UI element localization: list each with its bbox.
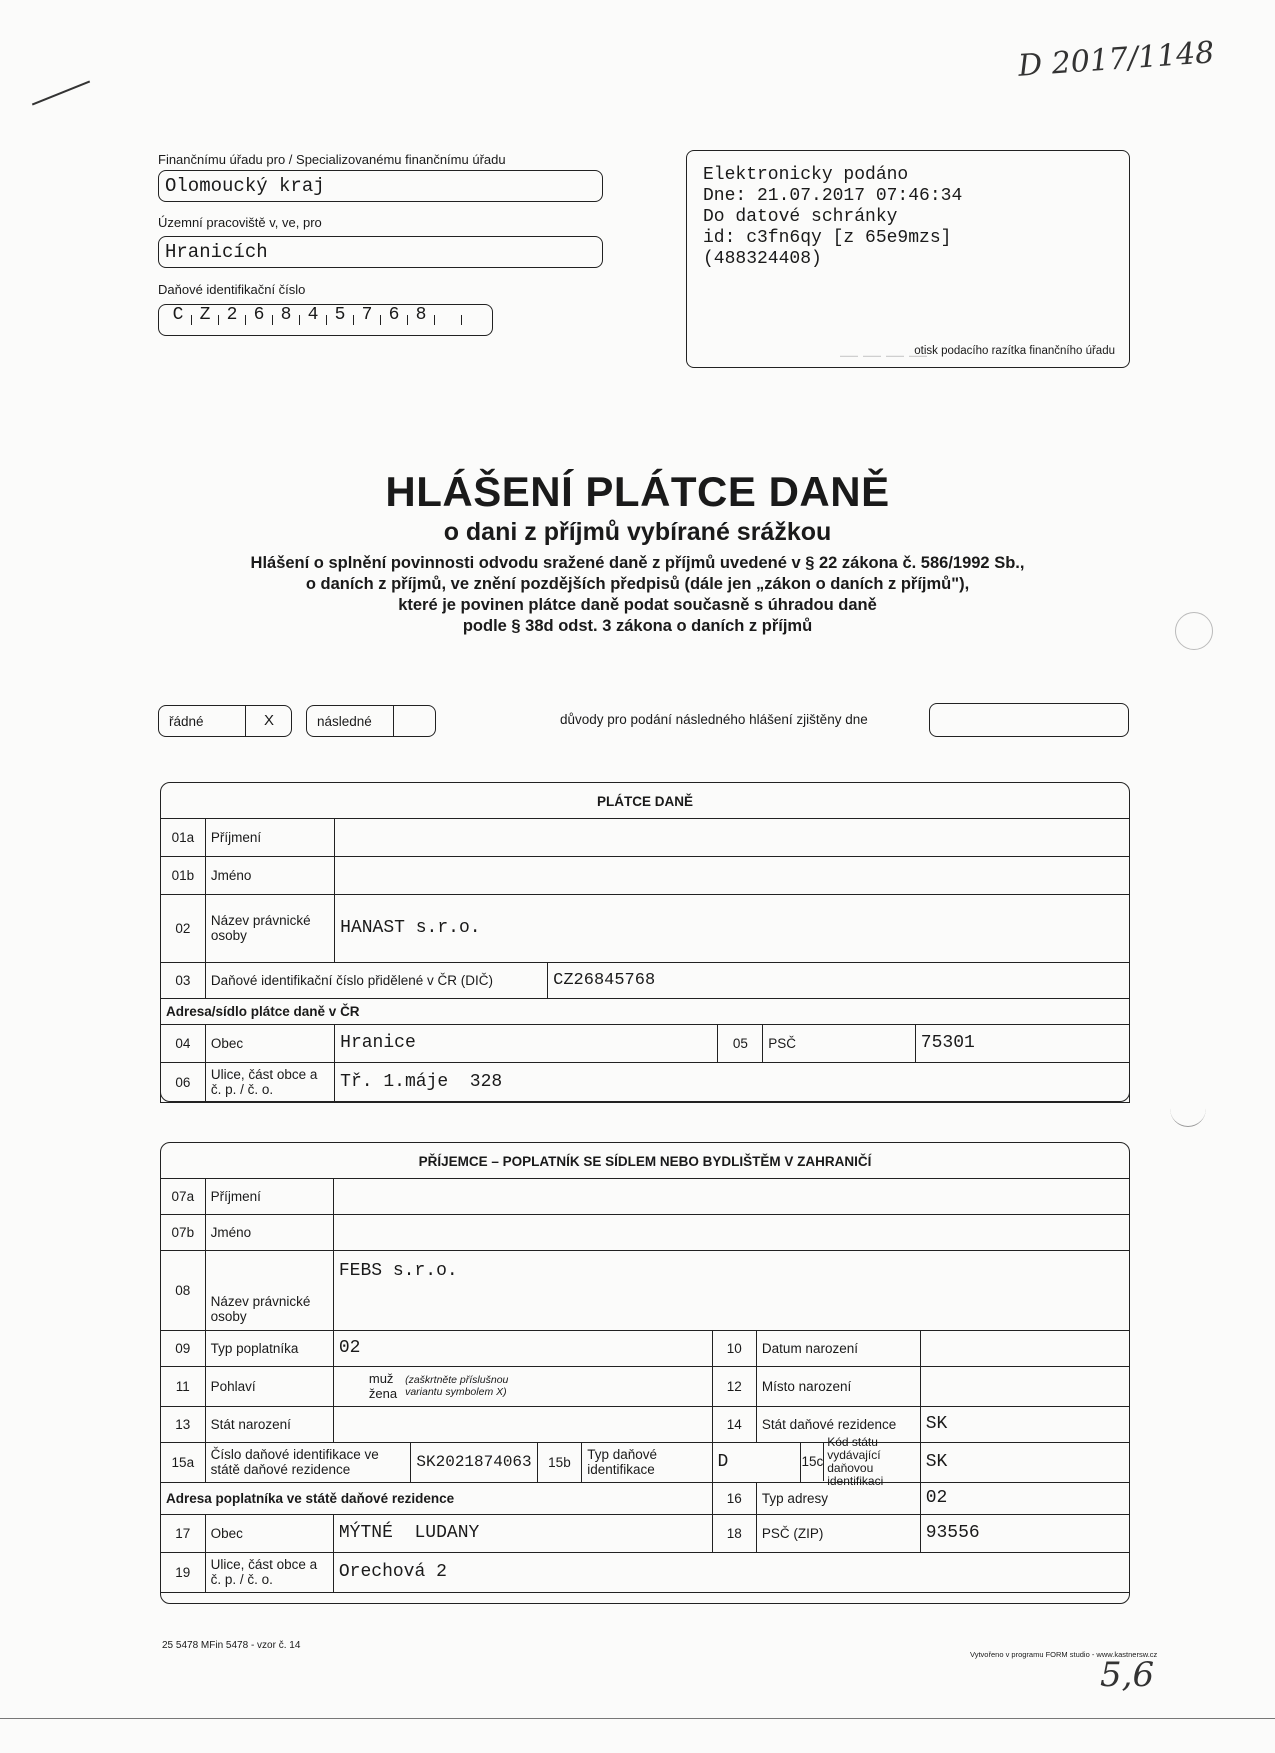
dic-char-cell: 6: [246, 315, 273, 325]
stamp-line: (488324408): [703, 249, 822, 269]
software-credit: Vytvořeno v programu FORM studio - www.kastnersw.cz: [970, 1650, 1158, 1659]
row-number: 08: [161, 1250, 206, 1330]
dic-field[interactable]: [158, 304, 493, 336]
dic-char-cell: 7: [354, 315, 381, 325]
dic-char-cell: 5: [327, 315, 354, 325]
radne-label: řádné: [169, 714, 204, 729]
label-birth-date: Datum narození: [756, 1330, 920, 1366]
label-dic: Daňové identifikační číslo přidělené v ČR (DIČ): [205, 962, 547, 998]
pen-stroke: [32, 80, 90, 105]
branch-field[interactable]: [158, 236, 603, 268]
row-number: 07a: [161, 1178, 206, 1214]
recipient-table: [160, 1146, 1130, 1593]
punch-hole: [1175, 612, 1213, 650]
office-value: Olomoucký kraj: [165, 175, 325, 197]
dic-cells: [159, 305, 492, 335]
reasons-label: důvody pro podání následného hlášení zjištěny dne: [560, 712, 868, 727]
branch-label: Územní pracoviště v, ve, pro: [158, 215, 322, 230]
nasledne-label: následné: [317, 714, 372, 729]
row-number: 19: [161, 1552, 206, 1592]
stamp-lines: [703, 165, 962, 270]
label-zip: PSČ: [763, 1024, 916, 1062]
row-number: 02: [161, 894, 206, 962]
row-number: 16: [712, 1482, 756, 1514]
recipient-company-field[interactable]: FEBS s.r.o.: [333, 1250, 1129, 1330]
label-residence-country: Stát daňové rezidence: [756, 1406, 920, 1442]
payer-surname-field[interactable]: [335, 818, 1130, 856]
payer-zip-field[interactable]: 75301: [915, 1024, 1129, 1062]
recipient-birthplace-field[interactable]: [920, 1366, 1129, 1406]
stamp-line: id: c3fn6qy [z 65e9mzs]: [703, 228, 952, 248]
radne-box[interactable]: X: [245, 706, 292, 736]
dic-char-cell: [462, 295, 488, 325]
dic-char-cell: [435, 315, 462, 325]
recipient-addresstype-field[interactable]: 02: [920, 1482, 1129, 1514]
gender-options: [333, 1366, 712, 1406]
recipient-street-field[interactable]: Orechová 2: [333, 1552, 1129, 1592]
dic-char-cell: C: [165, 315, 192, 325]
row-number: 01a: [161, 818, 206, 856]
row-number: 09: [161, 1330, 206, 1366]
payer-street-field[interactable]: Tř. 1.máje 328: [335, 1062, 1130, 1102]
description-line: podle § 38d odst. 3 zákona o daních z příjmů: [462, 617, 813, 635]
row-number: 17: [161, 1514, 206, 1552]
recipient-type-field[interactable]: 02: [333, 1330, 712, 1366]
payer-city-field[interactable]: Hranice: [335, 1024, 718, 1062]
label-company-name: Název právnické osoby: [205, 1250, 333, 1330]
dic-char-cell: 8: [408, 315, 435, 325]
recipient-birthdate-field[interactable]: [920, 1330, 1129, 1366]
payer-dic-field[interactable]: CZ26845768: [548, 962, 1130, 998]
row-number: 15c: [801, 1443, 824, 1481]
label-address-type: Typ adresy: [756, 1482, 920, 1514]
row-number: 01b: [161, 856, 206, 894]
dic-char-cell: 2: [219, 315, 246, 325]
recipient-residence-field[interactable]: SK: [920, 1406, 1129, 1442]
form-subtitle: o dani z příjmů vybírané srážkou: [443, 518, 832, 546]
label-tax-id: Číslo daňové identifikace ve státě daňové rezidence: [205, 1442, 411, 1482]
ghost-text: — — — —: [840, 345, 928, 365]
row-15c-cell: [801, 1435, 920, 1488]
payer-heading: PLÁTCE DANĚ: [161, 786, 1130, 818]
row-number: 13: [161, 1406, 206, 1442]
stamp-line: Do datové schránky: [703, 207, 898, 227]
label-birth-country: Stát narození: [205, 1406, 333, 1442]
row-number: 11: [161, 1366, 206, 1406]
row-number: 15a: [161, 1442, 206, 1482]
payer-company-field[interactable]: HANAST s.r.o.: [335, 894, 1130, 962]
office-field[interactable]: [158, 170, 603, 202]
payer-address-heading: Adresa/sídlo plátce daně v ČR: [161, 998, 1130, 1024]
stamp-line: Elektronicky podáno: [703, 165, 909, 185]
row-number: 07b: [161, 1214, 206, 1250]
label-street: Ulice, část obce a č. p. / č. o.: [205, 1062, 334, 1102]
submission-stamp: [686, 150, 1130, 368]
row-number: 03: [161, 962, 206, 998]
description-line: které je povinen plátce daně podat současně s úhradou daně: [398, 596, 877, 614]
description-line: o daních z příjmů, ve znění pozdějších předpisů (dále jen „zákon o daních z příjmů"),: [305, 575, 970, 593]
reasons-date-field[interactable]: [929, 703, 1129, 737]
radne-checkbox-group[interactable]: [158, 705, 292, 737]
office-label: Finančnímu úřadu pro / Specializovanému finančnímu úřadu: [158, 152, 506, 167]
recipient-heading: PŘÍJEMCE – POPLATNÍK SE SÍDLEM NEBO BYDLIŠTĚM V ZAHRANIČÍ: [161, 1146, 1130, 1178]
row-number: 10: [712, 1330, 756, 1366]
recipient-issuer-field[interactable]: SK: [920, 1442, 1129, 1482]
label-city: Obec: [205, 1514, 333, 1552]
handwritten-reference: D 2017/1148: [1017, 35, 1216, 84]
label-surname: Příjmení: [205, 818, 334, 856]
payer-firstname-field[interactable]: [335, 856, 1130, 894]
dic-label: Daňové identifikační číslo: [158, 282, 306, 297]
recipient-firstname-field[interactable]: [333, 1214, 1129, 1250]
recipient-address-heading: Adresa poplatníka ve státě daňové rezidence: [161, 1482, 713, 1514]
description-line: Hlášení o splnění povinnosti odvodu sražené daně z příjmů uvedené v § 22 zákona č. 586/1992 Sb.,: [250, 554, 1025, 572]
dic-char-cell: 6: [381, 315, 408, 325]
label-street: Ulice, část obce a č. p. / č. o.: [205, 1552, 333, 1592]
row-number: 05: [718, 1024, 763, 1062]
label-surname: Příjmení: [205, 1178, 333, 1214]
label-city: Obec: [205, 1024, 334, 1062]
label-birth-place: Místo narození: [756, 1366, 920, 1406]
label-firstname: Jméno: [205, 856, 334, 894]
label-taxpayer-type: Typ poplatníka: [205, 1330, 333, 1366]
recipient-city-field[interactable]: MÝTNÉ LUDANY: [333, 1514, 712, 1552]
form-description: [100, 553, 1175, 637]
nasledne-box[interactable]: [393, 706, 436, 736]
row-number: 14: [712, 1406, 756, 1442]
branch-value: Hranicích: [165, 241, 268, 263]
gender-hint: (zaškrtněte příslušnou variantu symbolem X): [405, 1374, 509, 1398]
dic-char-cell: Z: [192, 315, 219, 325]
label-gender: Pohlaví: [205, 1366, 333, 1406]
form-code: 25 5478 MFin 5478 - vzor č. 14: [162, 1640, 301, 1651]
label-taxid-type: Typ daňové identifikace: [582, 1442, 712, 1482]
recipient-taxidtype-field[interactable]: D: [712, 1442, 801, 1482]
label-issuing-country: Kód státu vydávající daňovou identifikaci: [827, 1435, 884, 1488]
punch-hole: [1170, 1090, 1206, 1127]
recipient-taxid-field[interactable]: SK2021874063: [411, 1442, 537, 1482]
handwritten-page-mark: 5,6: [1100, 1655, 1155, 1695]
recipient-surname-field[interactable]: [333, 1178, 1129, 1214]
gender-female-option[interactable]: žena: [368, 1386, 398, 1401]
dic-char-cell: 8: [273, 315, 300, 325]
nasledne-checkbox-group[interactable]: [306, 705, 436, 737]
row-number: 15b: [537, 1442, 582, 1482]
row-number: 04: [161, 1024, 206, 1062]
row-number: 12: [712, 1366, 756, 1406]
stamp-caption: otisk podacího razítka finančního úřadu: [914, 345, 1115, 357]
recipient-zip-field[interactable]: 93556: [920, 1514, 1129, 1552]
row-number: 06: [161, 1062, 206, 1102]
row-number: 18: [712, 1514, 756, 1552]
payer-table: [160, 786, 1130, 1103]
label-zip: PSČ (ZIP): [756, 1514, 920, 1552]
label-company-name: Název právnické osoby: [205, 894, 334, 962]
gender-male-option[interactable]: muž: [368, 1371, 394, 1386]
label-firstname: Jméno: [205, 1214, 333, 1250]
dic-char-cell: 4: [300, 315, 327, 325]
form-title: HLÁŠENÍ PLÁTCE DANĚ: [385, 468, 890, 515]
recipient-birthcountry-field[interactable]: [333, 1406, 712, 1442]
page-bottom-line: [0, 1718, 1275, 1719]
stamp-line: Dne: 21.07.2017 07:46:34: [703, 186, 963, 206]
